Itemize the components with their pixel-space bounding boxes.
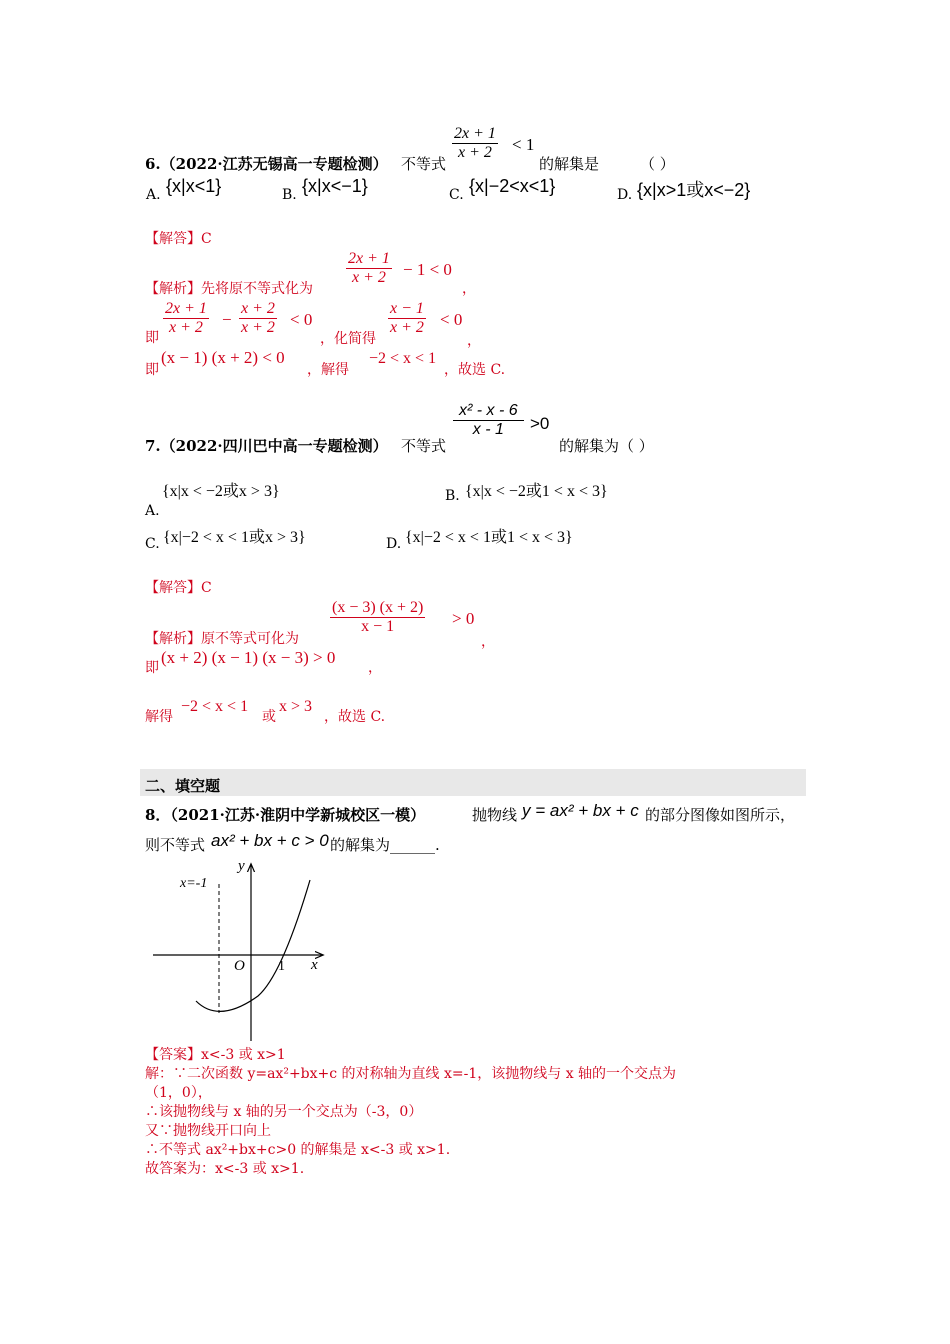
q6-answer: 【解答】C [145,231,212,247]
q6-line2-frac1-den: x + 2 [169,319,203,336]
q7-line2-post: ， [368,660,382,676]
q7-frac-rhs: >0 [530,414,550,433]
q7-option-d-label: D. [386,536,402,552]
q6-analysis-rhs: − 1 < 0 [403,260,452,279]
q6-frac-rhs: < 1 [512,135,535,154]
q8-line2-post: 的解集为______. [330,836,440,854]
q7-line3-post: ，故选 C. [324,709,386,725]
q6-analysis-comma: ， [462,281,476,297]
q8-equation: y = ax² + bx + c [522,801,639,820]
q6-frac-den: x + 2 [458,144,492,161]
parabola-curve [196,880,310,1011]
q6-line2-frac3-num: x − 1 [390,300,424,317]
q7-stem-pre: 不等式 [401,437,447,455]
q7-option-c-label: C. [145,536,160,552]
q6-analysis-frac-den: x + 2 [352,269,386,286]
q7-option-a-label: A. [145,503,160,519]
q6-line2-rhs2: < 0 [440,310,463,329]
q7-line3-math: −2 < x < 1 [181,698,249,715]
q7-line3-pre: 解得 [145,709,173,725]
q7-frac-den: x - 1 [472,421,504,438]
q6-option-c-label: C. [449,187,464,203]
q6-line2-pre: 即 [145,330,159,346]
q6-option-c: {x|−2<x<1} [469,176,556,196]
q8-solution-line-5: ∴不等式 ax²+bx+c>0 的解集是 x<-3 或 x>1. [145,1142,451,1158]
section-header-bar [140,769,806,796]
q6-line3-math2: −2 < x < 1 [369,350,437,367]
q7-analysis-frac-num: (x − 3) (x + 2) [332,599,424,616]
q8-solution-line-4: 又∵抛物线开口向上 [145,1123,271,1139]
q6-analysis-frac [346,250,392,287]
q6-option-a-label: A. [146,187,161,203]
q6-option-d-label: D. [617,187,633,203]
parabola-graph [150,858,330,1043]
tick-label-1: 1 [278,959,285,974]
q6-line3-pre: 即 [145,362,159,378]
q6-line3-mid: ，解得 [307,362,349,378]
q7-answer: 【解答】C [145,580,212,596]
q6-fraction [452,125,498,162]
symmetry-axis-label: x=-1 [180,876,208,891]
q8-stem-post: 的部分图像如图所示， [645,806,796,824]
q7-fraction [453,402,524,439]
q6-option-d: {x|x>1或x<−2} [637,180,751,200]
q6-line2-minus: − [222,310,232,329]
q6-line2-frac3-den: x + 2 [390,319,424,336]
section-title: 二、填空题 [145,777,221,795]
q7-line2-pre: 即 [145,660,159,676]
q8-solution-line-6: 故答案为：x<-3 或 x>1. [145,1161,305,1177]
q6-stem-pre: 不等式 [401,155,447,173]
q6-answer-paren: （ ） [640,155,675,173]
q6-line2-comma: ， [467,333,481,349]
origin-label: O [234,958,245,974]
q6-line3-math: (x − 1) (x + 2) < 0 [161,348,285,367]
q6-option-b: {x|x<−1} [302,176,368,196]
q7-line3-math2: x > 3 [279,698,313,715]
q7-option-d: {x|−2 < x < 1或1 < x < 3} [405,529,573,546]
q6-line2-frac2-den: x + 2 [241,319,275,336]
q7-option-a: {x|x < −2或x > 3} [162,483,280,500]
q6-option-b-label: B. [282,187,297,203]
q7-option-b: {x|x < −2或1 < x < 3} [465,483,608,500]
q6-line3-post: ，故选 C. [444,362,506,378]
q7-analysis-label: 【解析】原不等式可化为 [145,631,299,647]
q8-solution-line-3: ∴该抛物线与 x 轴的另一个交点为（-3，0） [145,1104,423,1120]
q8-line2-pre: 则不等式 [145,836,206,854]
y-axis-label: y [238,858,245,874]
q6-line2-frac2-num: x + 2 [241,300,275,317]
q8-solution-line-2: （1，0）， [145,1085,212,1101]
q7-line3-mid: 或 [262,709,276,725]
q7-stem-post: 的解集为（ ） [559,437,654,455]
q6-analysis-frac-num: 2x + 1 [348,250,390,267]
x-axis-label: x [311,957,318,973]
q8-source: 8．（2021·江苏·淮阴中学新城校区一模） [145,806,426,824]
q6-line2-mid: ，化简得 [320,331,376,347]
q6-line2-rhs: < 0 [290,310,313,329]
q7-analysis-comma: ， [481,634,495,650]
q7-analysis-frac-den: x − 1 [361,618,395,635]
q7-analysis-frac [330,599,425,636]
q7-option-c: {x|−2 < x < 1或x > 3} [163,529,306,546]
q6-line2-frac1-num: 2x + 1 [165,300,207,317]
q6-line2-frac3 [388,300,426,337]
q8-solution-line-1: 解：∵二次函数 y=ax²+bx+c 的对称轴为直线 x=-1，该抛物线与 x 轴的一个交点为 [145,1066,677,1082]
q8-inequality: ax² + bx + c > 0 [211,831,329,850]
q8-stem-pre: 抛物线 [472,806,518,824]
q6-line2-frac1 [163,300,209,337]
q6-line2-frac2 [239,300,277,337]
q6-source: 6.（2022·江苏无锡高一专题检测） [145,155,388,173]
q7-option-b-label: B. [445,488,460,504]
q6-option-a: {x|x<1} [166,176,222,196]
q7-source: 7.（2022·四川巴中高一专题检测） [145,437,388,455]
q7-analysis-rhs: > 0 [452,609,475,628]
q6-stem-post: 的解集是 [539,155,600,173]
q6-analysis-label: 【解析】先将原不等式化为 [145,281,313,297]
q6-frac-num: 2x + 1 [454,125,496,142]
q7-line2-math: (x + 2) (x − 1) (x − 3) > 0 [161,648,336,667]
q8-answer: 【答案】x<-3 或 x>1 [145,1047,286,1063]
q7-frac-num: x² - x - 6 [459,402,518,419]
